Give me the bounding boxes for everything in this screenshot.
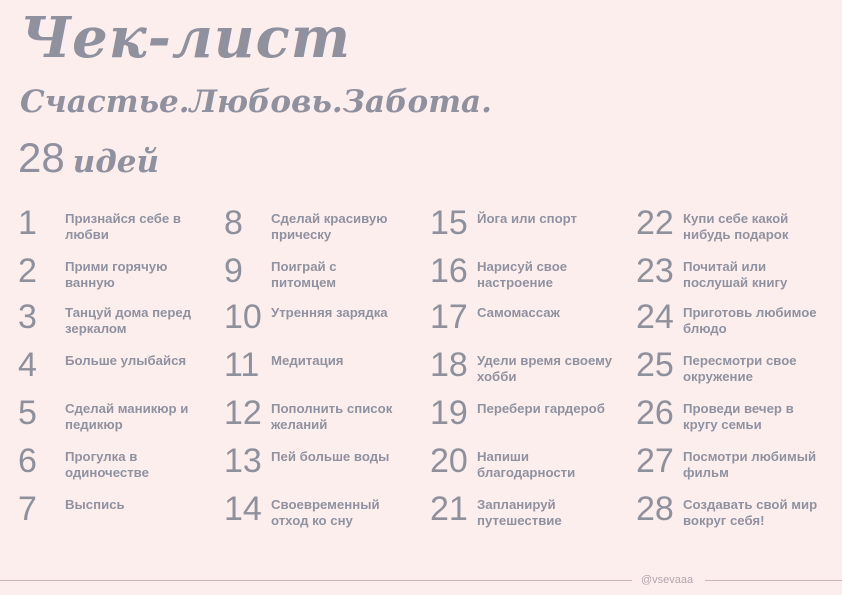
item-number: 5 (18, 394, 37, 432)
item-number: 15 (430, 204, 468, 242)
checklist-item (18, 251, 224, 299)
checklist-item (430, 297, 636, 345)
checklist-item (636, 345, 842, 393)
item-text: Проведи вечер в кругу семьи (683, 401, 794, 432)
checklist-item (224, 441, 430, 489)
item-number: 11 (224, 346, 260, 384)
item-number: 1 (18, 204, 37, 242)
checklist-item (636, 393, 842, 441)
item-number: 4 (18, 346, 37, 384)
checklist-grid (18, 203, 842, 543)
item-text: Пей больше воды (271, 449, 390, 464)
page-title: Чек-лист (20, 5, 351, 71)
checklist-column-2 (224, 203, 430, 543)
checklist-item (224, 489, 430, 537)
ideas-word: идей (72, 144, 160, 180)
checklist-item (18, 393, 224, 441)
checklist-item (636, 489, 842, 537)
item-number: 8 (224, 204, 243, 242)
item-text: Прогулка в одиночестве (65, 449, 149, 480)
checklist-item (636, 297, 842, 345)
item-text: Медитация (271, 353, 344, 368)
item-number: 25 (636, 346, 674, 384)
item-text: Напиши благодарности (477, 449, 576, 480)
item-number: 26 (636, 394, 674, 432)
item-number: 24 (636, 298, 674, 336)
item-text: Самомассаж (477, 305, 560, 320)
checklist-item (18, 345, 224, 393)
item-number: 2 (18, 252, 37, 290)
item-number: 17 (430, 298, 468, 336)
item-number: 13 (224, 442, 262, 480)
checklist-item (636, 251, 842, 299)
checklist-column-4 (636, 203, 842, 543)
item-number: 3 (18, 298, 37, 336)
item-text: Сделай красивую прическу (271, 211, 388, 242)
item-number: 20 (430, 442, 468, 480)
checklist-item (18, 489, 224, 537)
item-number: 18 (430, 346, 468, 384)
item-number: 6 (18, 442, 37, 480)
checklist-item (430, 489, 636, 537)
item-text: Утренняя зарядка (271, 305, 388, 320)
item-number: 21 (430, 490, 468, 528)
page-subtitle: Счастье.Любовь.Забота. (20, 84, 492, 120)
checklist-item (636, 203, 842, 251)
item-text: Пересмотри свое окружение (683, 353, 797, 384)
checklist-item (430, 203, 636, 251)
item-number: 9 (224, 252, 243, 290)
item-number: 16 (430, 252, 468, 290)
item-text: Признайся себе в любви (65, 211, 182, 242)
item-text: Танцуй дома перед зеркалом (65, 305, 192, 336)
checklist-item (430, 251, 636, 299)
ideas-count: 28 (18, 134, 65, 181)
checklist-item (224, 297, 430, 345)
item-number: 28 (636, 490, 674, 528)
item-text: Купи себе какой нибудь подарок (683, 211, 789, 242)
checklist-item (18, 297, 224, 345)
footer-handle: @vsevaaa (641, 574, 694, 586)
item-text: Поиграй с питомцем (271, 259, 337, 290)
checklist-item (18, 203, 224, 251)
checklist-column-1 (18, 203, 224, 543)
checklist-item (224, 251, 430, 299)
item-text: Создавать свой мир вокруг себя! (683, 497, 818, 528)
item-text: Прими горячую ванную (65, 259, 168, 290)
item-number: 23 (636, 252, 674, 290)
checklist-item (18, 441, 224, 489)
item-text: Больше улыбайся (65, 353, 187, 368)
item-text: Запланируй путешествие (477, 497, 562, 528)
item-number: 10 (224, 298, 262, 336)
checklist-item (430, 393, 636, 441)
item-text: Удели время своему хобби (477, 353, 613, 384)
item-text: Посмотри любимый фильм (683, 449, 817, 480)
checklist-item (430, 345, 636, 393)
item-number: 14 (224, 490, 262, 528)
item-number: 27 (636, 442, 674, 480)
checklist-column-3 (430, 203, 636, 543)
checklist-item (224, 203, 430, 251)
checklist-item (224, 393, 430, 441)
ideas-heading (18, 132, 159, 184)
item-text: Нарисуй свое настроение (477, 259, 568, 290)
item-text: Сделай маникюр и педикюр (65, 401, 189, 432)
item-number: 12 (224, 394, 262, 432)
item-text: Йога или спорт (477, 211, 577, 226)
item-number: 22 (636, 204, 674, 242)
checklist-item (430, 441, 636, 489)
footer-divider-left (0, 580, 632, 581)
item-text: Своевременный отход ко сну (271, 497, 380, 528)
item-number: 7 (18, 490, 37, 528)
item-text: Пополнить список желаний (271, 401, 393, 432)
item-number: 19 (430, 394, 468, 432)
footer-divider-right (705, 580, 842, 581)
checklist-item (224, 345, 430, 393)
item-text: Почитай или послушай книгу (683, 259, 788, 290)
checklist-item (636, 441, 842, 489)
item-text: Выспись (65, 497, 125, 512)
item-text: Перебери гардероб (477, 401, 605, 416)
item-text: Приготовь любимое блюдо (683, 305, 817, 336)
